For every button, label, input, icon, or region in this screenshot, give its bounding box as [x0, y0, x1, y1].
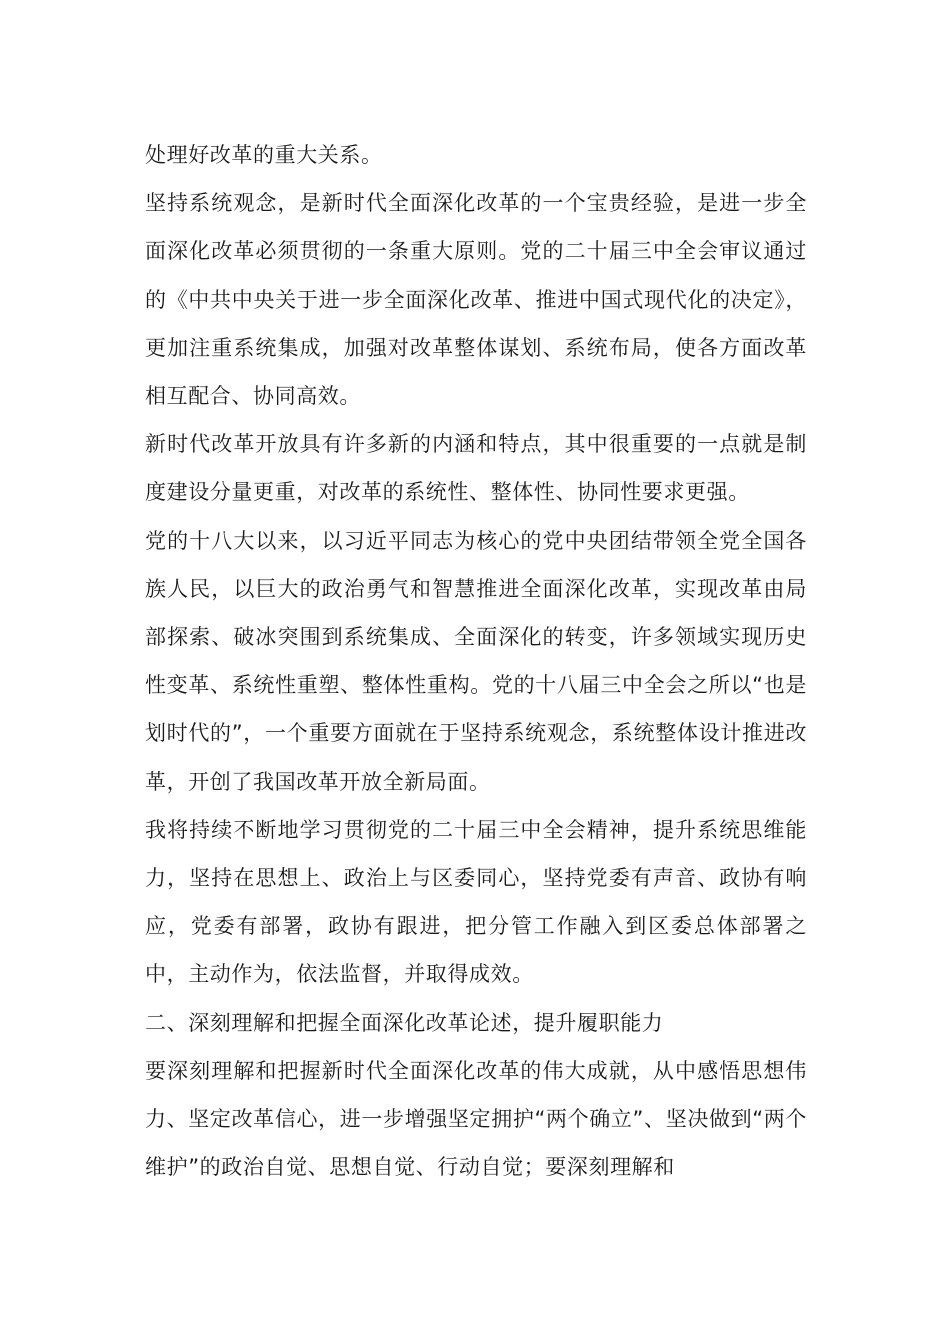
paragraph-5: 我将持续不断地学习贯彻党的二十届三中全会精神，提升系统思维能力，坚持在思想上、政治上与区委同心，坚持党委有声音、政协有响应，党委有部署，政协有跟进，把分管工作融入到区委总体部署之中，主动作为，依法监督，并取得成效。 — [145, 817, 807, 987]
section-heading: 二、深刻理解和把握全面深化改革论述，提升履职能力 — [145, 1010, 664, 1035]
paragraph-3: 新时代改革开放具有许多新的内涵和特点，其中很重要的一点就是制度建设分量更重，对改革的系统性、整体性、协同性要求更强。 — [145, 432, 807, 505]
paragraph-4: 党的十八大以来，以习近平同志为核心的党中央团结带领全党全国各族人民，以巨大的政治勇气和智慧推进全面深化改革，实现改革由局部探索、破冰突围到系统集成、全面深化的转变，许多领域实现历史性变革、系统性重塑、整体性重构。党的十八届三中全会之所以“也是划时代的”，一个重要方面就在于坚持系统观念，系统整体设计推进改革，开创了我国改革开放全新局面。 — [145, 528, 807, 794]
paragraph-1: 处理好改革的重大关系。 — [145, 143, 383, 167]
document-body — [145, 131, 807, 1191]
paragraph-6: 要深刻理解和把握新时代全面深化改革的伟大成就，从中感悟思想伟力、坚定改革信心，进一步增强坚定拥护“两个确立”、坚决做到“两个维护”的政治自觉、思想自觉、行动自觉；要深刻理解和 — [145, 1058, 807, 1180]
paragraph-2: 坚持系统观念，是新时代全面深化改革的一个宝贵经验，是进一步全面深化改革必须贯彻的一条重大原则。党的二十届三中全会审议通过的《中共中央关于进一步全面深化改革、推进中国式现代化的决定》，更加注重系统集成，加强对改革整体谋划、系统布局，使各方面改革相互配合、协同高效。 — [145, 191, 807, 409]
